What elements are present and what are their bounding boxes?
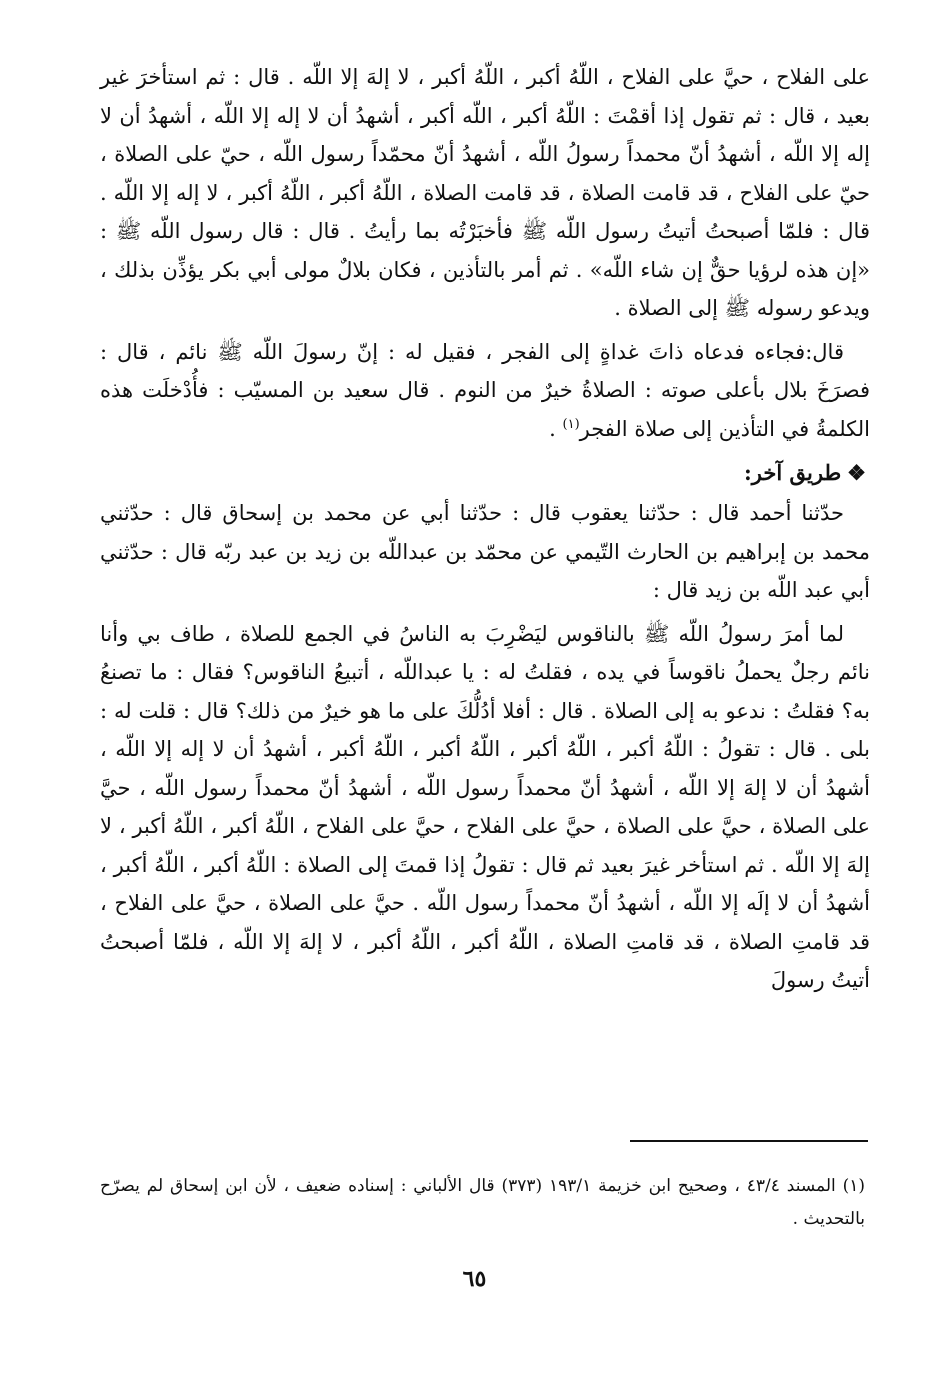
- footnote-reference: (١): [562, 416, 580, 432]
- footnote-divider: [630, 1140, 868, 1142]
- isnad-paragraph: حدّثنا أحمد قال : حدّثنا يعقوب قال : حدّثنا أبي عن محمد بن إسحاق قال : حدّثني محمد بن إبراهيم بن الحارث التّيمي عن محمّد بن عبداللّه بن زيد بن عبد ربّه قال : حدّثني أبي عبد اللّه بن زيد قال :: [100, 501, 870, 602]
- main-text: [100, 58, 870, 1000]
- narration-paragraph: لما أمرَ رسولُ اللّه ﷺ بالناقوس ليَضْرِبَ به الناسُ في الجمع للصلاة ، طاف بي وأنا نائم رجلٌ يحملُ ناقوساً في يده ، فقلتُ له : يا عبداللّه ، أتبيعُ الناقوس؟ فقال : ما تصنعُ به؟ فقلتُ : ندعو به إلى الصلاة . قال : أفلا أدُلُّكَ على ما هو خيرٌ من ذلك؟ قال : قلت له : بلى . قال : تقولُ : اللّهُ أكبر ، اللّهُ أكبر ، اللّهُ أكبر ، اللّهُ أكبر ، أشهدُ أن لا إله إلا اللّه ، أشهدُ أن لا إلهَ إلا اللّه ، أشهدُ أنّ محمداً رسول اللّه ، أشهدُ أنّ محمداً رسول اللّه ، حيَّ على الصلاة ، حيَّ على الصلاة ، حيَّ على الفلاح ، حيَّ على الفلاح ، اللّهُ أكبر ، اللّهُ أكبر ، لا إلهَ إلا اللّه . ثم استأخر غيرَ بعيد ثم قال : تقولُ إذا قمتَ إلى الصلاة : اللّهُ أكبر ، اللّهُ أكبر ، أشهدُ أن لا إلَه إلا اللّه ، أشهدُ أنّ محمداً رسول اللّه . حيَّ على الصلاة ، حيَّ على الفلاح ، قد قامتِ الصلاة ، قد قامتِ الصلاة ، اللّهُ أكبر ، اللّهُ أكبر ، لا إلهَ إلا اللّه ، فلمّا أصبحتُ أتيتُ رسولَ: [100, 621, 870, 992]
- paragraph-1: على الفلاح ، حيَّ على الفلاح ، اللّهُ أكبر ، اللّهُ أكبر ، لا إلهَ إلا اللّه . قال : ثم استأخرَ غير بعيد ، قال : ثم تقول إذا أقمْتَ : اللّهُ أكبر ، اللّه أكبر ، أشهدُ أن لا إله إلا اللّه ، أشهدُ أن لا إله إلا اللّه ، أشهدُ أنّ محمداً رسولُ اللّه ، أشهدُ أنّ محمّداً رسول اللّه ، حيّ على الصلاة ، حيّ على الفلاح ، قد قامت الصلاة ، قد قامت الصلاة ، اللّهُ أكبر ، اللّهُ أكبر ، لا إله إلا اللّه . قال : فلمّا أصبحتُ أتيتُ رسول اللّه ﷺ فأخبَرْتُه بما رأيتُ . قال : قال رسول اللّه ﷺ : «إن هذه لرؤيا حقٌّ إن شاء اللّه» . ثم أمر بالتأذين ، فكان بلالٌ مولى أبي بكر يؤذِّن بذلك ، ويدعو رسوله ﷺ إلى الصلاة .: [100, 65, 870, 320]
- page-number: ٦٥: [462, 1266, 487, 1292]
- diamond-icon: ❖: [847, 460, 866, 485]
- section-heading-text: طريق آخر:: [744, 460, 842, 485]
- footnote: (١) المسند ٤٣/٤ ، وصحيح ابن خزيمة ١٩٣/١ (٣٧٣) قال الألباني : إسناده ضعيف ، لأن ابن إسحاق لم يصرّح بالتحديث .: [100, 1176, 865, 1229]
- section-heading: [100, 454, 870, 492]
- paragraph-2: قال:فجاءه فدعاه ذاتَ غداةٍ إلى الفجر ، فقيل له : إنّ رسولَ اللّه ﷺ نائم ، قال : فصرَخَ بلال بأعلى صوته : الصلاةُ خيرٌ من النوم . قال سعيد بن المسيّب : فأُدْخلَت هذه الكلمةُ في التأذين إلى صلاة الفجر$^{(١)}$ .: [100, 339, 870, 441]
- paragraph-2-text: قال:فجاءه فدعاه ذاتَ غداةٍ إلى الفجر ، فقيل له : إنّ رسولَ اللّه ﷺ نائم ، قال : فصرَخَ بلال بأعلى صوته : الصلاةُ خيرٌ من النوم . قال سعيد بن المسيّب : فأُدْخلَت هذه الكلمةُ في التأذين إلى صلاة الفجر: [100, 339, 870, 441]
